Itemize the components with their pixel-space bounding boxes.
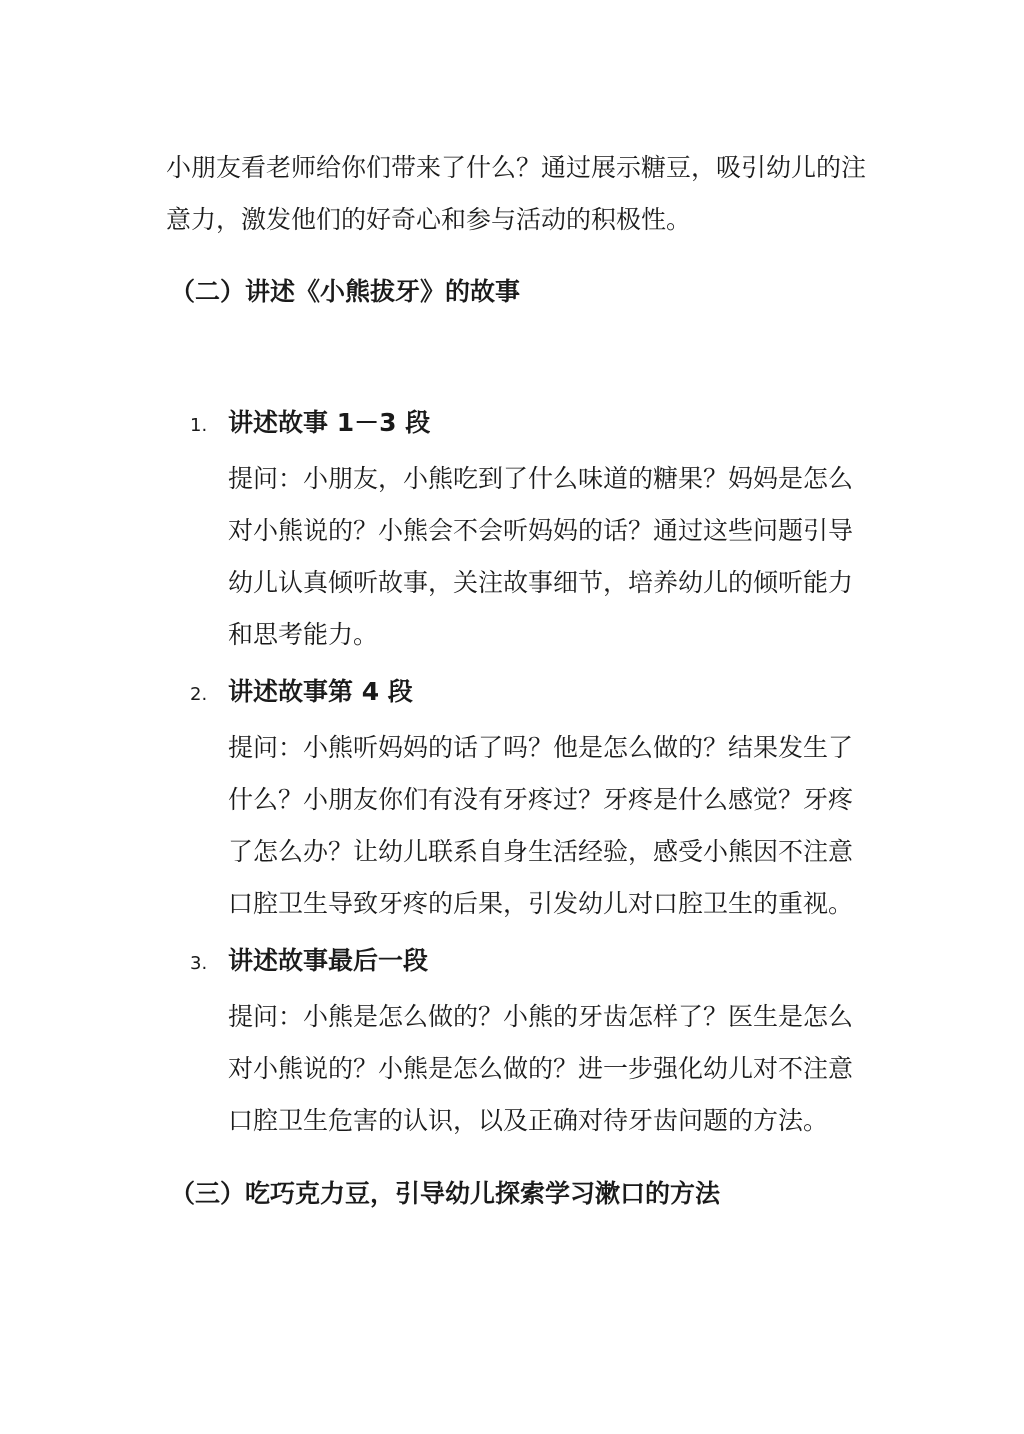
section-heading-3: （三）吃巧克力豆，引导幼儿探索学习漱口的方法 <box>170 1179 721 1208</box>
list-item <box>190 672 870 930</box>
list-item-body: 提问：小熊听妈妈的话了吗？他是怎么做的？结果发生了什么？小朋友你们有没有牙疼过？牙疼是什么感觉？牙疼了怎么办？让幼儿联系自身生活经验，感受小熊因不注意口腔卫生导致牙疼的后果，引发幼儿对口腔卫生的重视。 <box>228 733 854 918</box>
list-item-number: 1. <box>190 415 208 436</box>
list-item <box>190 403 870 661</box>
list-item-body: 提问：小朋友，小熊吃到了什么味道的糖果？妈妈是怎么对小熊说的？小熊会不会听妈妈的话？通过这些问题引导幼儿认真倾听故事，关注故事细节，培养幼儿的倾听能力和思考能力。 <box>228 464 854 649</box>
list-item-number: 3. <box>190 953 208 974</box>
list-item-title: 讲述故事 1－3 段 <box>228 408 431 437</box>
intro-paragraph: 小朋友看老师给你们带来了什么？通过展示糖豆，吸引幼儿的注意力，激发他们的好奇心和参与活动的积极性。 <box>166 153 867 234</box>
list-item-title: 讲述故事第 4 段 <box>228 677 413 706</box>
list-item-number: 2. <box>190 684 208 705</box>
list-item <box>190 941 870 1147</box>
list-item-body: 提问：小熊是怎么做的？小熊的牙齿怎样了？医生是怎么对小熊说的？小熊是怎么做的？进一步强化幼儿对不注意口腔卫生危害的认识，以及正确对待牙齿问题的方法。 <box>228 1002 854 1135</box>
list-item-title: 讲述故事最后一段 <box>228 946 429 975</box>
section-heading-2: （二）讲述《小熊拔牙》的故事 <box>170 277 521 306</box>
